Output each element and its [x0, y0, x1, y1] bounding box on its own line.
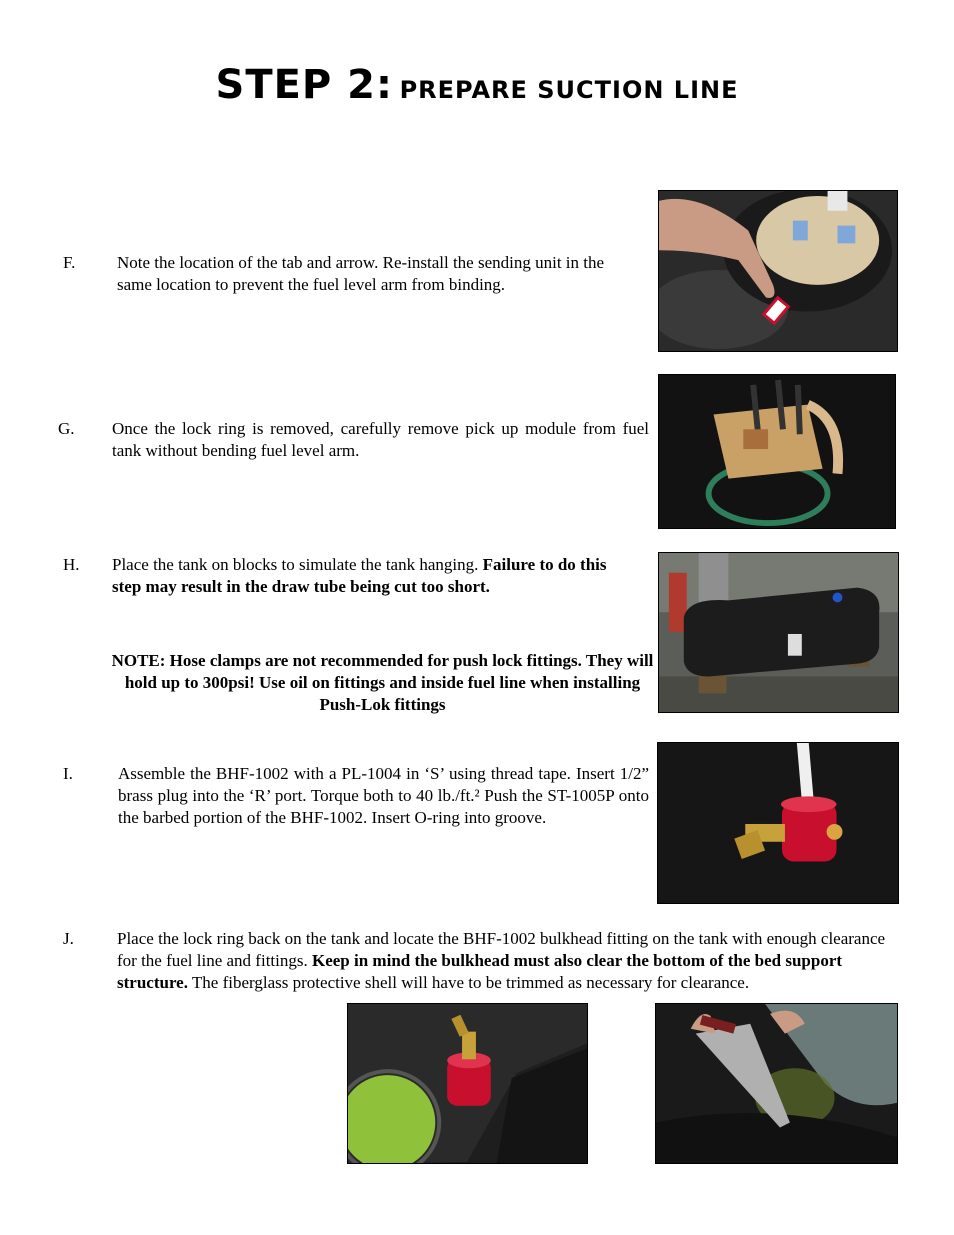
step-h-label [63, 554, 80, 576]
step-f-label: F. [63, 253, 76, 272]
step-g-text: Once the lock ring is removed, carefully remove pick up module from fuel tank without bending fuel level arm. [112, 419, 649, 460]
title-subject: PREPARE SUCTION LINE [399, 76, 739, 104]
step-j-warning: Keep in mind the bulkhead must also clear the bottom of the bed support structure. [117, 951, 843, 992]
photo-tank-on-blocks [658, 552, 899, 713]
photo-bulkhead-fitting-assembly [657, 742, 899, 904]
hose-clamp-note: NOTE: Hose clamps are not recommended for push lock fittings. They will hold up to 300psi! Use oil on fittings and inside fuel line when installing Push-Lok fittings [111, 651, 654, 714]
step-j-text [117, 928, 892, 994]
page-title [0, 62, 954, 108]
step-f-text: Note the location of the tab and arrow. Re-install the sending unit in the same location to prevent the fuel level arm from binding. [117, 253, 605, 294]
step-j-label: J. [63, 929, 74, 948]
photo-pickup-module [658, 374, 896, 529]
step-i-text: Assemble the BHF-1002 with a PL-1004 in ‘S’ using thread tape. Insert 1/2” brass plug into the ‘R’ port. Torque both to 40 lb./ft.² Push the ST-1005P onto the barbed portion of the BHF-1002. Insert O-ring into groove. [118, 764, 649, 827]
photo-trimming-shell [655, 1003, 898, 1164]
photo-sending-unit-tab [658, 190, 898, 352]
step-h-text [112, 554, 640, 598]
step-h-label-text: H. [63, 555, 80, 574]
photo-fitting-on-tank [347, 1003, 588, 1164]
step-i-label: I. [63, 764, 73, 783]
step-g-label: G. [58, 419, 75, 438]
step-h-plain: Place the tank on blocks to simulate the tank hanging. [112, 555, 483, 574]
step-h-warning: Failure to do this step may result in the draw tube being cut too short. [112, 555, 607, 596]
step-j-plain-2: The fiberglass protective shell will have to be trimmed as necessary for clearance. [187, 973, 750, 992]
step-j-plain-1: Place the lock ring back on the tank and locate the BHF-1002 bulkhead fitting on the tank with enough clearance for the fuel line and fittings. [117, 929, 886, 970]
title-step: STEP 2: [215, 62, 394, 108]
